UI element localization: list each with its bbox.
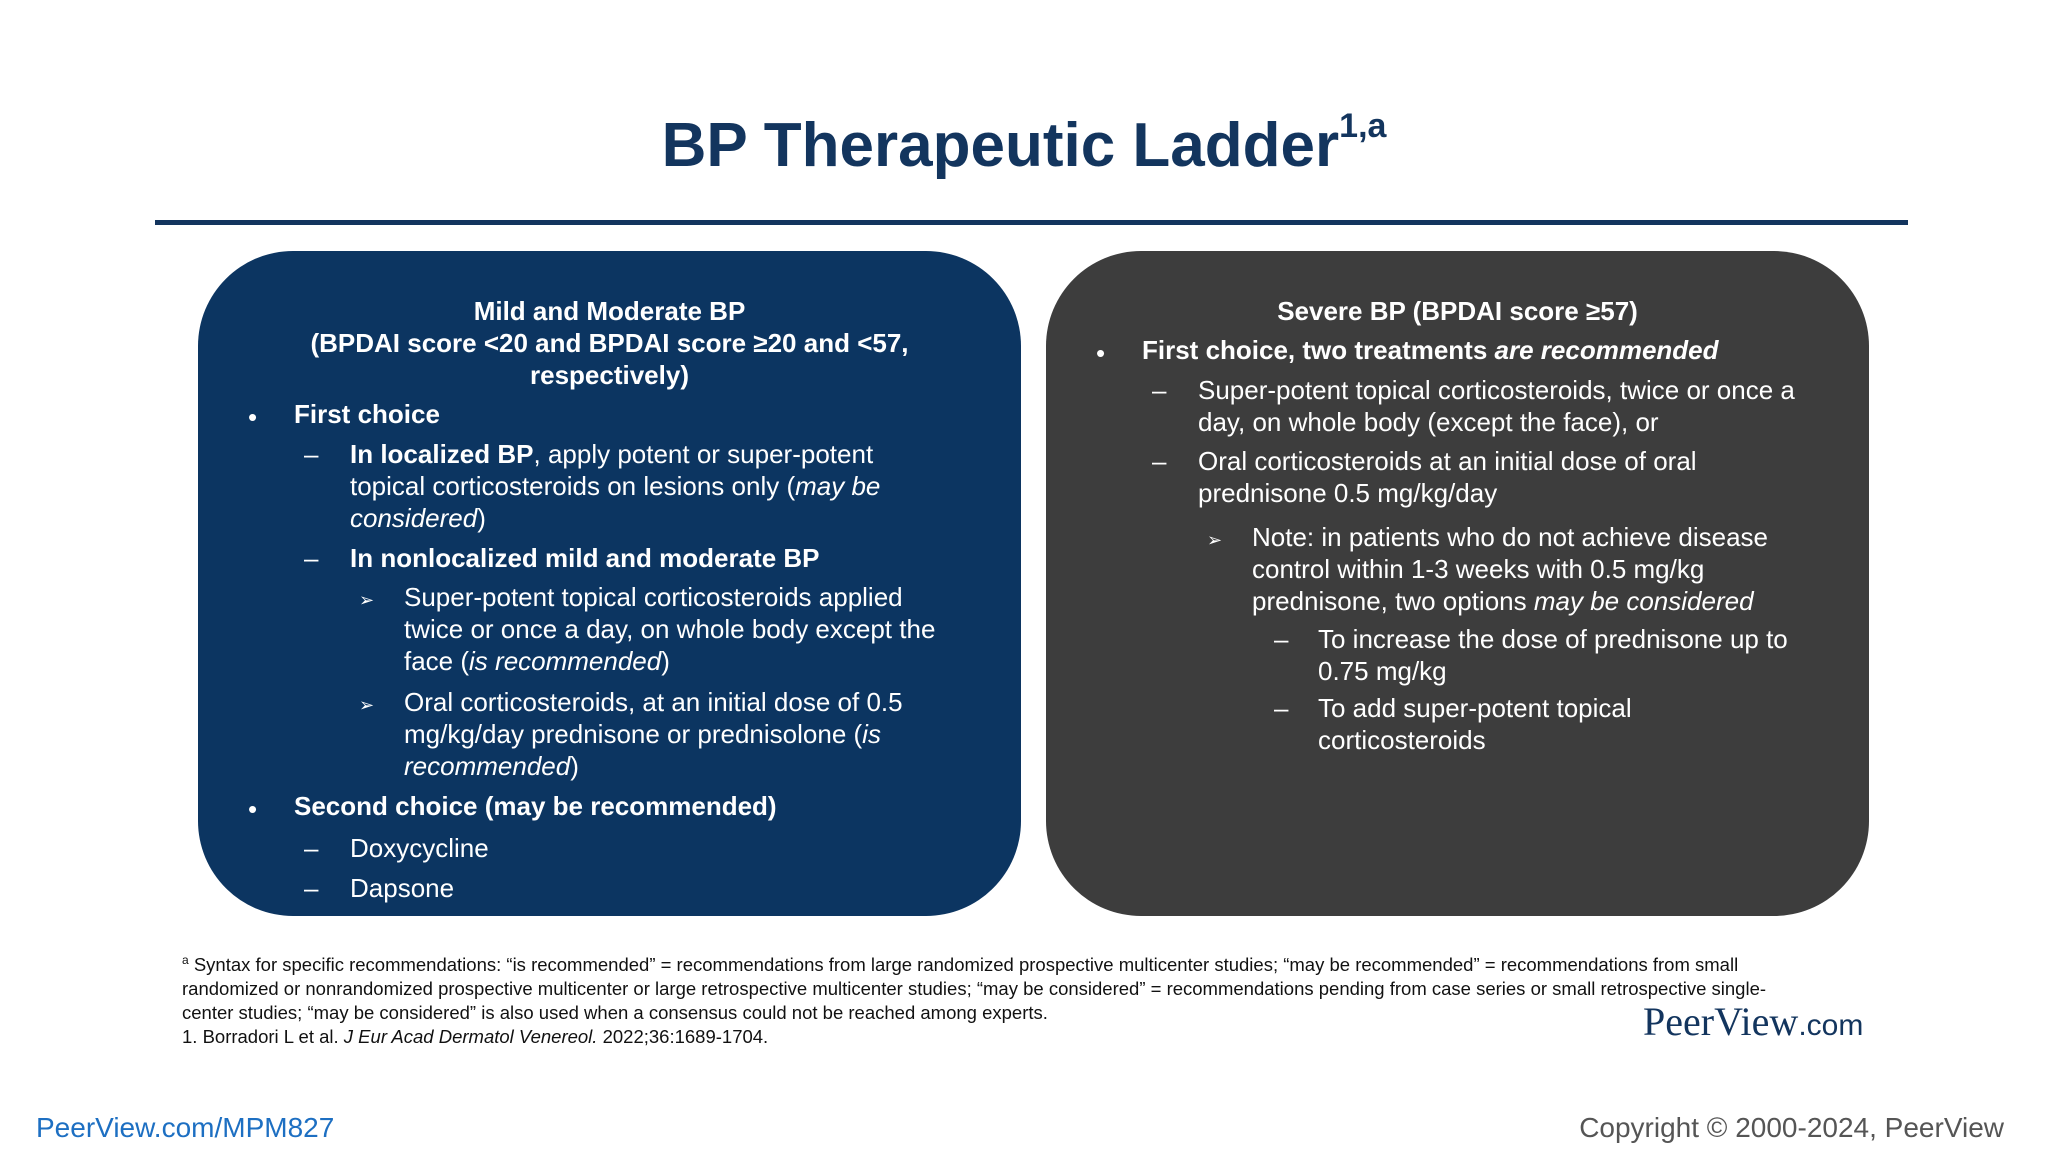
slide-title [0,107,2048,180]
footnote-a-marker: a [182,953,189,967]
oral-text: Oral corticosteroids at an initial dose of oral [1198,446,1697,476]
footnote-text: center studies; “may be considered” is also used when a consensus could not be reached among experts. [182,1002,1048,1024]
peerview-logo [1643,998,1863,1045]
note-italic: may be considered [1533,586,1754,616]
dapsone-item: Dapsone [350,873,455,903]
bullet-marker: • [1096,338,1106,368]
slide-title-text: BP Therapeutic Ladder [661,111,1340,180]
mild-moderate-panel [198,251,1021,916]
first-choice-italic: are recommended [1494,335,1719,365]
doxycycline-item: Doxycycline [350,833,489,863]
add-text: To add super-potent topical [1318,693,1632,723]
oral-close: ) [570,751,579,781]
severe-oral-item [1198,445,1838,509]
superpotent-text: Super-potent topical corticosteroids, twice or once a [1198,375,1795,405]
superpotent-close: ) [661,646,670,676]
severe-superpotent-item [1198,374,1838,438]
bullet-marker: • [248,794,258,824]
title-divider [155,220,1908,225]
oral-text: mg/kg/day prednisone or prednisolone ( [404,719,863,749]
superpotent-item [404,581,1004,677]
oral-text: Oral corticosteroids, at an initial dose of 0.5 [404,687,903,717]
right-panel-title: Severe BP (BPDAI score ≥57) [1277,296,1638,326]
left-title-line: respectively) [530,360,689,390]
logo-domain: .com [1798,1009,1864,1042]
dash-marker: – [304,543,319,573]
note-text: prednisone, two options [1252,586,1534,616]
note-item [1252,521,1842,617]
second-choice-heading: Second choice (may be recommended) [294,791,777,821]
severe-panel [1046,251,1869,916]
oral-item [404,686,1004,782]
arrow-marker: ➢ [1207,530,1223,550]
increase-text: To increase the dose of prednisone up to [1318,624,1788,654]
superpotent-text: Super-potent topical corticosteroids applied [404,582,903,612]
dash-marker: – [304,873,319,903]
dash-marker: – [1274,693,1289,723]
localized-text: topical corticosteroids on lesions only ( [350,471,796,501]
localized-text: , apply potent or super-potent [533,439,874,469]
dash-marker: – [304,833,319,863]
footnote-text: Syntax for specific recommendations: “is recommended” = recommendations from large randomized prospective multicenter studies; “may be recommended” = recommendations from small [188,954,1739,976]
localized-bp-item [350,438,980,534]
localized-italic: considered [350,503,478,533]
left-panel-title [198,295,1021,391]
first-choice-bold: First choice, two treatments [1142,335,1495,365]
note-text: control within 1-3 weeks with 0.5 mg/kg [1252,554,1705,584]
nonlocalized-heading: In nonlocalized mild and moderate BP [350,543,820,573]
superpotent-text: twice or once a day, on whole body except the [404,614,936,644]
arrow-marker: ➢ [359,695,375,715]
oral-italic: recommended [404,751,571,781]
localized-italic: may be [795,471,881,501]
superpotent-italic: is recommended [469,646,662,676]
left-title-line: Mild and Moderate BP [473,296,746,326]
arrow-marker: ➢ [359,590,375,610]
note-text: Note: in patients who do not achieve disease [1252,522,1769,552]
increase-dose-item [1318,623,1838,687]
superpotent-text: day, on whole body (except the face), or [1198,407,1659,437]
oral-italic: is [862,719,881,749]
superpotent-text: face ( [404,646,470,676]
reference-text: 2022;36:1689-1704. [597,1026,769,1048]
increase-text: 0.75 mg/kg [1318,656,1447,686]
left-title-line: (BPDAI score <20 and BPDAI score ≥20 and <57, [310,328,909,358]
reference-journal: J Eur Acad Dermatol Venereol. [343,1026,598,1048]
logo-main: PeerView [1643,999,1799,1044]
dash-marker: – [1274,624,1289,654]
first-choice-heading: First choice [294,399,440,429]
dash-marker: – [304,439,319,469]
bullet-marker: • [248,402,258,432]
title-superscript: 1,a [1339,107,1387,145]
dash-marker: – [1152,446,1167,476]
copyright-text: Copyright © 2000-2024, PeerView [1579,1112,2004,1143]
dash-marker: – [1152,375,1167,405]
localized-close: ) [477,503,486,533]
program-link[interactable]: PeerView.com/MPM827 [36,1112,335,1143]
reference-text: 1. Borradori L et al. [182,1026,344,1048]
severe-first-choice [1142,334,1719,366]
add-text: corticosteroids [1318,725,1486,755]
footnote-text: randomized or nonrandomized prospective multicenter or large retrospective multicenter studies; “may be considered” = recommendations pending from case series or small retrospective single- [182,978,1767,1000]
localized-bold: In localized BP [350,439,534,469]
add-topical-item [1318,692,1838,756]
oral-text: prednisone 0.5 mg/kg/day [1198,478,1498,508]
